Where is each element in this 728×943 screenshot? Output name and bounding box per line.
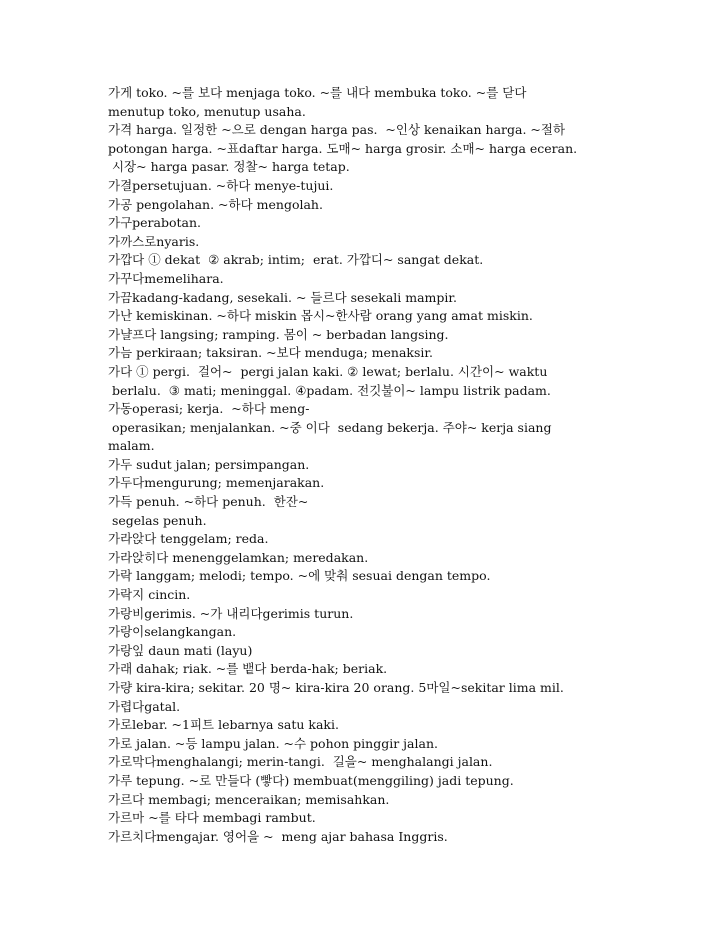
dictionary-text <box>108 84 708 846</box>
text-line: 가르마 ~를 타다 membagi rambut. <box>108 810 316 826</box>
text-line: 가락지 cincin. <box>108 587 191 603</box>
text-line: 가락 langgam; melodi; tempo. ~에 맞춰 sesuai dengan tempo. <box>108 568 491 584</box>
text-line: 가결persetujuan. ~하다 menye-tujui. <box>108 177 334 193</box>
text-line: 가로 jalan. ~등 lampu jalan. ~수 pohon pinggir jalan. <box>108 735 438 751</box>
text-line: 가루 tepung. ~로 만들다 (빻다) membuat(menggiling) jadi tepung. <box>108 772 514 788</box>
text-line: 가로막다menghalangi; merin-tangi. 길을~ menghalangi jalan. <box>108 754 493 770</box>
text-line: 가래 dahak; riak. ~를 뱉다 berda-hak; beriak. <box>108 661 388 677</box>
text-line: 가득 penuh. ~하다 penuh. 한잔~ <box>108 494 309 510</box>
text-line: 가랑비gerimis. ~가 내리다gerimis turun. <box>108 605 354 621</box>
text-line: 가난 kemiskinan. ~하다 miskin 몹시~한사람 orang yang amat miskin. <box>108 308 533 324</box>
text-line: 가량 kira-kira; sekitar. 20 명~ kira-kira 20 orang. 5마일~sekitar lima mil. <box>108 680 564 695</box>
text-line: 가깝다 ① dekat ② akrab; intim; erat. 가깝디~ sangat dekat. <box>108 252 484 268</box>
text-line: 가공 pengolahan. ~하다 mengolah. <box>108 196 323 212</box>
text-line: malam. <box>108 438 155 454</box>
text-line: 가동operasi; kerja. ~하다 meng- <box>108 401 310 417</box>
text-line: segelas penuh. <box>108 512 207 528</box>
text-line: 가라앉다 tenggelam; reda. <box>108 531 269 547</box>
text-line: 가랑잎 daun mati (layu) <box>108 642 253 658</box>
text-line: 시장~ harga pasar. 정찰~ harga tetap. <box>108 159 350 175</box>
text-line: 가게 toko. ~를 보다 menjaga toko. ~를 내다 membuka toko. ~를 닫다 <box>108 85 527 100</box>
text-line: berlalu. ③ mati; meninggal. ④padam. 전깃불이~ lampu listrik padam. <box>108 382 551 398</box>
text-line: 가구perabotan. <box>108 215 202 231</box>
text-line: 가끔kadang-kadang, sesekali. ~ 들르다 sesekali mampir. <box>108 289 457 305</box>
text-line: 가다 ① pergi. 걸어~ pergi jalan kaki. ② lewat; berlalu. 시간이~ waktu <box>108 363 548 379</box>
text-line: 가까스로nyaris. <box>108 233 200 249</box>
text-line: 가렵다gatal. <box>108 698 181 714</box>
text-line: 가르치다mengajar. 영어을 ~ meng ajar bahasa Inggris. <box>108 828 448 844</box>
text-line: 가랑이selangkangan. <box>108 624 237 640</box>
text-line: operasikan; menjalankan. ~중 이다 sedang bekerja. 주야~ kerja siang <box>108 419 552 435</box>
text-line: menutup toko, menutup usaha. <box>108 103 306 119</box>
text-line: 가라앉히다 menenggelamkan; meredakan. <box>108 549 369 565</box>
text-line: 가로lebar. ~1피트 lebarnya satu kaki. <box>108 717 339 733</box>
text-line: 가르다 membagi; menceraikan; memisahkan. <box>108 791 390 807</box>
text-line: 가두다mengurung; memenjarakan. <box>108 475 325 491</box>
text-line: 가꾸다memelihara. <box>108 270 224 286</box>
text-line: 가늠 perkiraan; taksiran. ~보다 menduga; menaksir. <box>108 345 433 361</box>
text-line: potongan harga. ~표daftar harga. 도매~ harga grosir. 소매~ harga eceran. <box>108 140 578 156</box>
text-line: 가두 sudut jalan; persimpangan. <box>108 456 310 472</box>
text-line: 가냘프다 langsing; ramping. 몸이 ~ berbadan langsing. <box>108 326 449 342</box>
text-line: 가격 harga. 일정한 ~으로 dengan harga pas. ~인상 kenaikan harga. ~절하 <box>108 122 566 138</box>
